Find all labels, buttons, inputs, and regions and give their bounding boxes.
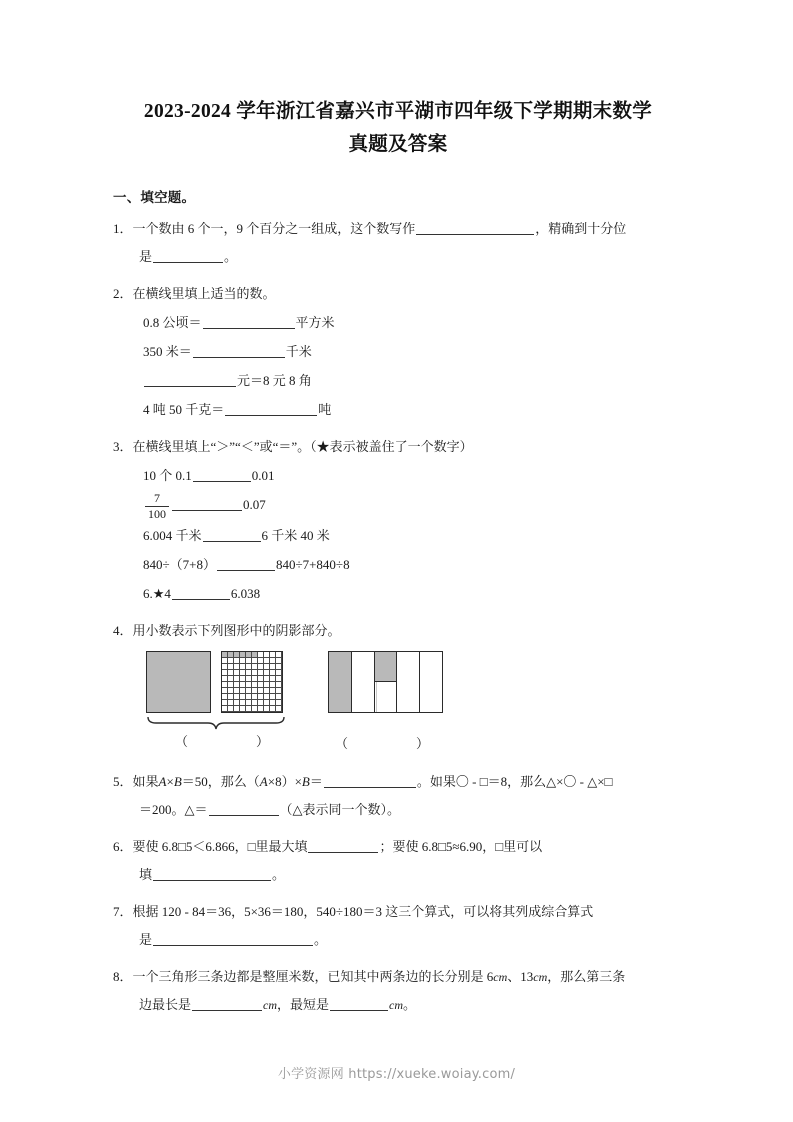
question-2-prompt: 在横线里填上适当的数。 xyxy=(132,286,276,301)
question-8-unit-2: cm xyxy=(533,969,548,984)
question-5 xyxy=(113,768,683,824)
bar-column xyxy=(352,652,375,712)
question-3-item-2 xyxy=(113,490,683,521)
question-8-text-part3: ，那么第三条 xyxy=(547,968,626,984)
question-5-line-2 xyxy=(113,796,683,824)
question-2-item-3-blank[interactable] xyxy=(144,373,236,387)
question-3-item-1-blank[interactable] xyxy=(193,468,251,482)
question-5-var-b2: B xyxy=(301,773,310,789)
question-7-text-part3: 。 xyxy=(314,931,328,947)
question-2-number: 2． xyxy=(113,286,133,301)
question-3 xyxy=(113,433,683,608)
question-1-text-part1: 一个数由 6 个一，9 个百分之一组成，这个数写作 xyxy=(132,221,416,236)
question-4-prompt: 用小数表示下列图形中的阴影部分。 xyxy=(132,622,341,638)
question-8-text-part4: 边最长是 xyxy=(139,996,192,1012)
question-8 xyxy=(113,963,683,1019)
question-2-item-3-right: 元＝8 元 8 角 xyxy=(237,373,312,388)
question-8-number: 8． xyxy=(113,968,133,984)
question-1-text-part2: ，精确到十分位 xyxy=(535,221,627,236)
figure-group-a xyxy=(146,651,306,750)
question-3-item-5-left: 6.★4 xyxy=(143,585,171,601)
question-3-item-1-left: 10 个 0.1 xyxy=(143,468,192,483)
question-3-prompt: 在横线里填上“＞”“＜”或“＝”。（★表示被盖住了一个数字） xyxy=(132,439,473,454)
question-2-item-1 xyxy=(113,308,683,337)
question-5-blank-1[interactable] xyxy=(324,774,416,788)
question-7-line-2 xyxy=(113,926,683,954)
figure-row xyxy=(146,651,683,752)
bar-column xyxy=(397,652,420,712)
bar-column-thin-divider xyxy=(376,682,377,712)
question-3-item-4-right: 840÷7+840÷8 xyxy=(275,556,350,572)
question-5-var-a2: A xyxy=(259,773,268,789)
question-2-item-4-left: 4 吨 50 千克＝ xyxy=(143,402,225,417)
question-5-text-part2: 。如果〇 - □＝8，那么△×〇 - △×□ xyxy=(416,773,613,789)
fraction-denominator: 100 xyxy=(148,507,166,521)
question-3-item-2-right: 0.07 xyxy=(243,497,266,512)
question-2-item-1-right: 平方米 xyxy=(295,315,335,330)
question-4-figures xyxy=(113,651,683,759)
question-6-line-2 xyxy=(113,861,683,889)
question-2-item-4-right: 吨 xyxy=(318,402,332,417)
question-5-eq-1: ＝50，那么（ xyxy=(181,773,260,789)
question-3-item-5-right: 6.038 xyxy=(230,585,261,601)
question-7 xyxy=(113,898,683,954)
question-1-text-part3: 是 xyxy=(139,249,153,264)
question-8-text-part1: 一个三角形三条边都是整厘米数，已知其中两条边的长分别是 6 xyxy=(132,968,494,984)
question-3-item-2-blank[interactable] xyxy=(172,497,242,511)
document-content xyxy=(113,95,683,1019)
question-8-unit-1: cm xyxy=(493,969,508,984)
five-column-bar xyxy=(328,651,443,713)
question-6-text-part2: ；要使 6.8□5≈6.90，□里可以 xyxy=(379,838,543,854)
section-heading-fill-in-blanks: 一、填空题。 xyxy=(113,190,196,205)
question-8-blank-2[interactable] xyxy=(330,997,388,1011)
question-7-number: 7． xyxy=(113,903,133,919)
question-8-text-part5: ，最短是 xyxy=(277,996,330,1012)
question-5-text-part3: ＝200。△＝ xyxy=(139,801,208,817)
question-5-eq-2: ＝ xyxy=(309,773,323,789)
question-3-item-5-blank[interactable] xyxy=(172,586,230,600)
question-7-blank-1[interactable] xyxy=(153,932,313,946)
question-7-text-part1: 根据 120 - 84＝36，5×36＝180，540÷180＝3 这三个算式，可以将其列成综合算式 xyxy=(132,903,594,919)
bar-column xyxy=(375,652,398,712)
question-3-item-3-left: 6.004 千米 xyxy=(143,527,202,543)
question-3-item-1 xyxy=(113,461,683,490)
question-2-item-4-blank[interactable] xyxy=(225,402,317,416)
question-2-item-4 xyxy=(113,395,683,424)
bar-column xyxy=(329,652,352,712)
question-2-item-2 xyxy=(113,337,683,366)
figure-group-b xyxy=(328,651,444,752)
question-3-number: 3． xyxy=(113,439,133,454)
grid-cell xyxy=(276,706,282,712)
question-4-number: 4． xyxy=(113,622,133,638)
question-1 xyxy=(113,215,683,271)
question-2-item-2-right: 千米 xyxy=(285,344,312,359)
question-5-mul-2: ×8）× xyxy=(267,773,302,789)
question-3-item-4 xyxy=(113,550,683,579)
question-5-text-part1: 如果 xyxy=(132,773,159,789)
question-8-blank-1[interactable] xyxy=(192,997,262,1011)
title-line-1: 2023-2024 学年浙江省嘉兴市平湖市四年级下学期期末数学 xyxy=(143,101,653,122)
question-3-item-3-right: 6 千米 40 米 xyxy=(261,527,330,543)
question-6-text-part3: 填 xyxy=(139,866,153,882)
question-6-number: 6． xyxy=(113,838,133,854)
question-5-text-part4: （△表示同一个数）。 xyxy=(279,801,400,817)
question-8-unit-3: cm xyxy=(263,997,278,1012)
question-1-text-part4: 。 xyxy=(224,249,238,264)
fraction-numerator: 7 xyxy=(145,492,169,507)
page-title xyxy=(113,95,683,161)
question-1-line-2 xyxy=(113,243,683,271)
question-8-text-part2: 、13 xyxy=(507,968,534,984)
footer-url: https://xueke.woiay.com/ xyxy=(348,1067,516,1082)
question-5-mul-1: × xyxy=(166,773,174,789)
question-7-text-part2: 是 xyxy=(139,931,153,947)
figure-group-b-answer-blank[interactable]: （ ） xyxy=(334,735,443,751)
bar-column xyxy=(420,652,442,712)
figure-group-a-shapes xyxy=(146,651,306,713)
question-3-item-1-right: 0.01 xyxy=(251,468,275,483)
question-8-text-part6: 。 xyxy=(403,996,417,1012)
question-2-item-1-blank[interactable] xyxy=(203,315,295,329)
question-1-blank-2[interactable] xyxy=(153,249,223,263)
question-5-var-b: B xyxy=(173,773,182,789)
question-3-item-5 xyxy=(113,579,683,608)
question-1-blank-1[interactable] xyxy=(416,221,534,235)
question-6-text-part4: 。 xyxy=(272,866,286,882)
question-3-item-3-blank[interactable] xyxy=(203,528,261,542)
question-2 xyxy=(113,280,683,424)
question-1-number: 1． xyxy=(113,221,133,236)
question-6-blank-1[interactable] xyxy=(308,839,378,853)
question-8-unit-4: cm xyxy=(389,997,404,1012)
footer-watermark xyxy=(0,1063,793,1082)
figure-group-a-answer-blank[interactable]: （ ） xyxy=(174,733,283,749)
question-5-blank-2[interactable] xyxy=(209,802,279,816)
footer-site-name: 小学资源网 xyxy=(277,1067,344,1082)
question-6-text-part1: 要使 6.8□5＜6.866，□里最大填 xyxy=(132,838,308,854)
question-5-var-a: A xyxy=(158,773,167,789)
question-6-blank-2[interactable] xyxy=(153,867,271,881)
question-4 xyxy=(113,617,683,645)
question-2-item-3 xyxy=(113,366,683,395)
question-3-item-3 xyxy=(113,521,683,550)
fraction-seven-hundredths xyxy=(145,492,169,520)
hundred-grid-square xyxy=(221,651,283,713)
question-5-number: 5． xyxy=(113,773,133,789)
solid-shaded-square xyxy=(146,651,211,713)
question-6 xyxy=(113,833,683,889)
question-8-line-2 xyxy=(113,991,683,1019)
bar-column-half-shaded xyxy=(375,652,397,682)
title-line-2: 真题及答案 xyxy=(348,134,448,155)
question-2-item-1-left: 0.8 公顷＝ xyxy=(143,315,202,330)
question-2-item-2-blank[interactable] xyxy=(193,344,285,358)
question-3-item-4-left: 840÷（7+8） xyxy=(143,556,216,572)
question-2-item-2-left: 350 米＝ xyxy=(143,344,192,359)
question-3-item-4-blank[interactable] xyxy=(217,557,275,571)
underbrace-icon xyxy=(146,716,286,730)
